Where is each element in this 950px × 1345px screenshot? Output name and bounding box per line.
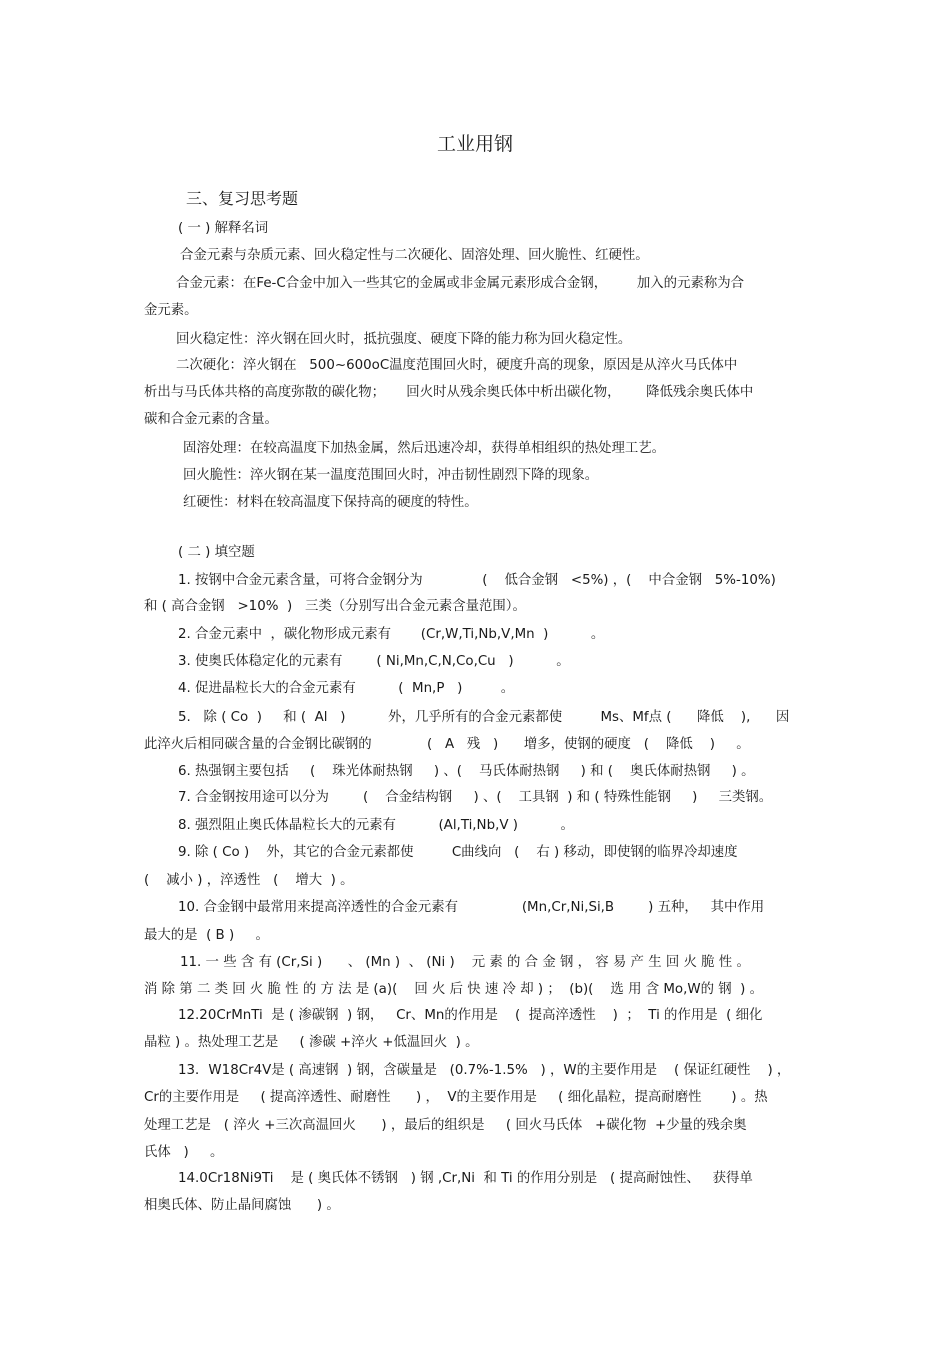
question-13-line-3: 处理工艺是 ( 淬火 +三次高温回火 ) ，最后的组织是 ( 回火马氏体 +碳化物 +少量的残余奥 [144,1118,747,1133]
part2-heading: ( 二 ) 填空题 [178,545,255,560]
document-title: 工业用钢 [436,133,513,155]
definition-alloy-line-1: 合金元素：在Fe-C合金中加入一些其它的金属或非金属元素形成合金钢， 加入的元素称为合 [176,276,745,291]
question-13-line-1: 13．W18Cr4V是 ( 高速钢 ) 钢，含碳量是 (0.7%-1.5% ) ，W的主要作用是 ( 保证红硬性 ) ， [178,1063,791,1078]
question-6: 6. 热强钢主要包括 ( 珠光体耐热钢 ) 、( 马氏体耐热钢 ) 和 ( 奥氏体耐热钢 ) 。 [178,764,755,779]
question-14-line-2: 相奥氏体、防止晶间腐蚀 ) 。 [144,1198,340,1213]
question-1-line-2: 和 ( 高合金钢 >10% ) 三类（分别写出合金元素含量范围）。 [144,599,526,614]
definition-secondary-line-3: 碳和合金元素的含量。 [144,412,278,427]
definition-temper-brittleness: 回火脆性：淬火钢在某一温度范围回火时，冲击韧性剧烈下降的现象。 [183,468,599,483]
question-1-line-1: 1. 按钢中合金元素含量，可将合金钢分为 ( 低合金钢 <5%) ，( 中合金钢 5%-10%) [178,573,776,588]
question-5-line-2: 此淬火后相同碳含量的合金钢比碳钢的 ( A 残 ) 增多，使钢的硬度 ( 降低 ) 。 [144,737,750,752]
question-10-line-1: 10. 合金钢中最常用来提高淬透性的合金元素有 (Mn,Cr,Ni,Si,B ) 五种， 其中作用 [178,900,765,915]
definition-secondary-line-2: 析出与马氏体共格的高度弥散的碳化物； 回火时从残余奥氏体中析出碳化物， 降低残余奥氏体中 [144,385,754,400]
question-2: 2. 合金元素中 ，碳化物形成元素有 (Cr,W,Ti,Nb,V,Mn ) 。 [178,627,605,642]
question-11-line-1: 11. 一 些 含 有 (Cr,Si ) 、 (Mn ) 、 (Ni ) 元 素 的 合 金 钢 ， 容 易 产 生 回 火 脆 性 。 [180,955,750,970]
question-9-line-2: ( 减小 ) ，淬透性 ( 增大 ) 。 [144,873,354,888]
question-11-line-2: 消 除 第 二 类 回 火 脆 性 的 方 法 是 (a)( 回 火 后 快 速 冷 却 ) ； (b)( 选 用 含 Mo,W的 钢 ) 。 [144,982,764,997]
definition-temper-stability: 回火稳定性：淬火钢在回火时，抵抗强度、硬度下降的能力称为回火稳定性。 [176,332,632,347]
definition-secondary-line-1: 二次硬化：淬火钢在 500~600oC温度范围回火时，硬度升高的现象，原因是从淬火马氏体中 [176,358,738,373]
question-8: 8. 强烈阻止奥氏体晶粒长大的元素有 (Al,Ti,Nb,V ) 。 [178,818,574,833]
section-heading: 三、复习思考题 [186,189,299,208]
question-13-line-2: Cr的主要作用是 ( 提高淬透性、耐磨性 ) ， V的主要作用是 ( 细化晶粒，提高耐磨性 ) 。热 [144,1090,768,1105]
definition-alloy-line-2: 金元素。 [144,303,198,318]
question-12-line-1: 12.20CrMnTi 是 ( 渗碳钢 ) 钢， Cr、Mn的作用是 ( 提高淬透性 ) ； Ti 的作用是 ( 细化 [178,1008,763,1023]
question-10-line-2: 最大的是 ( B ) 。 [144,928,269,943]
part1-heading: ( 一 ) 解释名词 [178,221,269,236]
question-13-line-4: 氏体 ) 。 [144,1145,224,1160]
definition-red-hardness: 红硬性：材料在较高温度下保持高的硬度的特性。 [183,495,478,510]
question-4: 4. 促进晶粒长大的合金元素有 ( Mn,P ) 。 [178,681,515,696]
question-14-line-1: 14.0Cr18Ni9Ti 是 ( 奥氏体不锈钢 ) 钢 ,Cr,Ni 和 Ti 的作用分别是 ( 提高耐蚀性、 获得单 [178,1171,753,1186]
question-5-line-1: 5. 除 ( Co ) 和 ( Al ) 外，几乎所有的合金元素都使 Ms、Mf点 ( 降低 ), 因 [178,710,790,725]
question-7: 7. 合金钢按用途可以分为 ( 合金结构钢 ) 、( 工具钢 ) 和 ( 特殊性能钢 ) 三类钢。 [178,790,773,805]
question-3: 3. 使奥氏体稳定化的元素有 ( Ni,Mn,C,N,Co,Cu ) 。 [178,654,570,669]
question-12-line-2: 晶粒 ) 。热处理工艺是 ( 渗碳 +淬火 +低温回火 ) 。 [144,1035,479,1050]
question-9-line-1: 9. 除 ( Co ) 外，其它的合金元素都使 C曲线向 ( 右 ) 移动，即使钢的临界冷却速度 [178,845,738,860]
definition-solution-treatment: 固溶处理：在较高温度下加热金属，然后迅速冷却，获得单相组织的热处理工艺。 [183,441,666,456]
terms-line: 合金元素与杂质元素、回火稳定性与二次硬化、固溶处理、回火脆性、红硬性。 [180,248,649,263]
